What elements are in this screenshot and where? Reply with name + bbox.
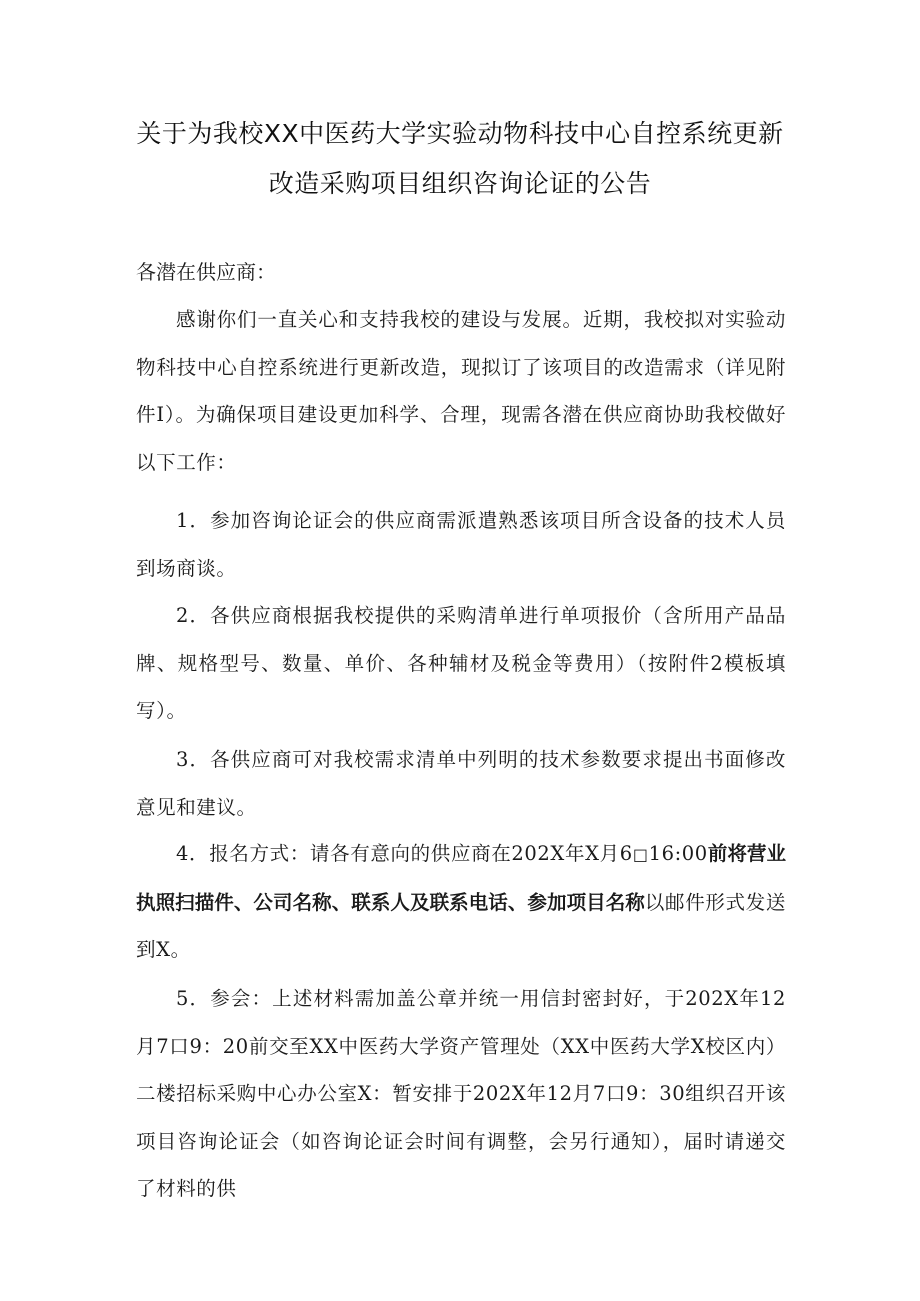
document-title-line-1: 关于为我校XX中医药大学实验动物科技中心自控系统更新 [136,119,784,148]
item-4-text-end: 以邮件形式发送到X。 [136,890,786,961]
item-4-paragraph [136,830,786,974]
item-4-time: 16:00 [648,842,708,865]
item-4-bold-requirements: 前将营业执照扫描件、公司名称、联系人及联系电话、参加项目名称 [136,842,786,914]
item-5-paragraph: 5．参会：上述材料需加盖公章并统一用信封密封好，于202X年12月7口9：20前交至XX中医药大学资产管理处（XX中医药大学X校区内）二楼招标采购中心办公室X：暂安排于202X年12月7口9：30组织召开该项目咨询论证会（如咨询论证会时间有调整，会另行通知），届时请递交了材料的供 [136,987,786,1200]
missing-glyph-box: □ [632,845,649,864]
document-title-line-2: 改造采购项目组织咨询论证的公告 [268,169,652,198]
salutation: 各潜在供应商： [136,260,276,284]
item-1-paragraph: 1．参加咨询论证会的供应商需派遣熟悉该项目所含设备的技术人员到场商谈。 [136,509,786,580]
item-4-text-start: 4．报名方式：请各有意向的供应商在202X年X月6 [176,842,633,865]
item-3-paragraph: 3．各供应商可对我校需求清单中列明的技术参数要求提出书面修改意见和建议。 [136,748,786,819]
intro-paragraph: 感谢你们一直关心和支持我校的建设与发展。近期，我校拟对实验动物科技中心自控系统进行更新改造，现拟订了该项目的改造需求（详见附件I）。为确保项目建设更加科学、合理，现需各潜在供应商协助我校做好以下工作： [136,308,786,474]
item-2-paragraph: 2．各供应商根据我校提供的采购清单进行单项报价（含所用产品品牌、规格型号、数量、单价、各种辅材及税金等费用）（按附件2模板填写）。 [136,604,786,722]
